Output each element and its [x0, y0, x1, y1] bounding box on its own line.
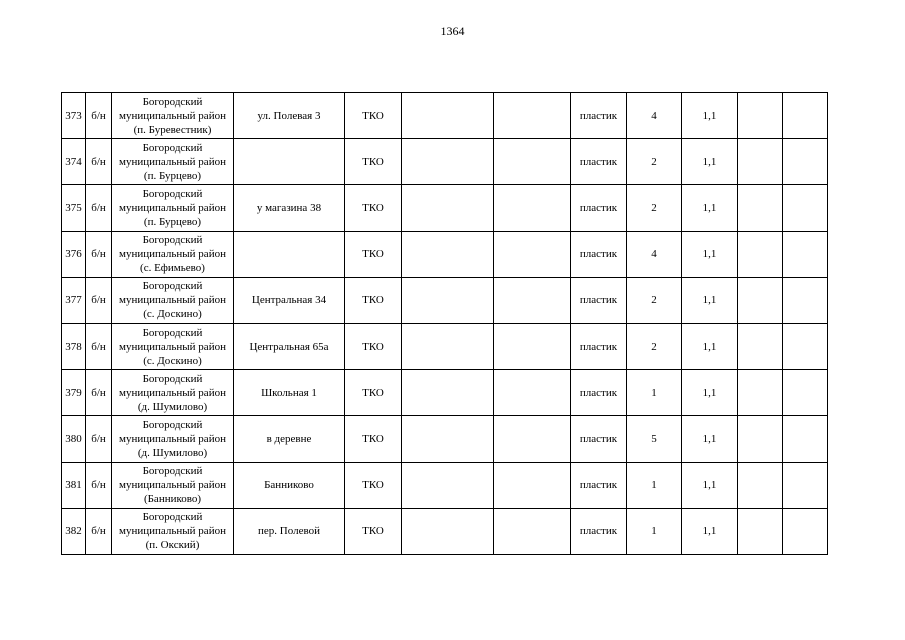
registration-cell: б/н — [86, 93, 112, 139]
container-count-cell: 4 — [627, 93, 682, 139]
waste-type-cell: ТКО — [345, 416, 402, 462]
district-line: муниципальный район — [119, 432, 226, 445]
container-volume-cell: 1,1 — [682, 277, 738, 323]
empty-cell — [494, 370, 571, 416]
waste-type-cell: ТКО — [345, 139, 402, 185]
container-count-cell: 5 — [627, 416, 682, 462]
district-line: Богородский — [142, 511, 203, 524]
empty-cell — [783, 93, 828, 139]
material-cell: пластик — [571, 323, 627, 369]
empty-cell — [494, 462, 571, 508]
empty-cell — [738, 93, 783, 139]
empty-cell — [738, 416, 783, 462]
waste-type-cell: ТКО — [345, 231, 402, 277]
empty-cell — [494, 231, 571, 277]
material-cell: пластик — [571, 93, 627, 139]
district-line: (д. Шумилово) — [137, 400, 208, 413]
district-cell — [112, 462, 234, 508]
address-cell: ул. Полевая 3 — [234, 93, 345, 139]
empty-cell — [783, 462, 828, 508]
empty-cell — [783, 508, 828, 554]
empty-cell — [738, 231, 783, 277]
material-cell: пластик — [571, 416, 627, 462]
container-count-cell: 2 — [627, 139, 682, 185]
district-line: Богородский — [142, 95, 203, 108]
empty-cell — [402, 508, 494, 554]
container-volume-cell: 1,1 — [682, 462, 738, 508]
empty-cell — [783, 185, 828, 231]
container-count-cell: 1 — [627, 508, 682, 554]
table-row — [62, 323, 828, 369]
address-cell: Центральная 65а — [234, 323, 345, 369]
row-number-cell: 375 — [62, 185, 86, 231]
empty-cell — [494, 139, 571, 185]
container-count-cell: 4 — [627, 231, 682, 277]
district-line: муниципальный район — [119, 294, 226, 307]
container-count-cell: 1 — [627, 370, 682, 416]
table-row — [62, 462, 828, 508]
container-count-cell: 2 — [627, 185, 682, 231]
registration-cell: б/н — [86, 323, 112, 369]
district-cell — [112, 416, 234, 462]
page-number: 1364 — [440, 24, 465, 38]
table-row — [62, 508, 828, 554]
row-number-cell: 374 — [62, 139, 86, 185]
container-volume-cell: 1,1 — [682, 370, 738, 416]
material-cell: пластик — [571, 370, 627, 416]
district-cell — [112, 185, 234, 231]
address-cell — [234, 231, 345, 277]
table-row — [62, 139, 828, 185]
empty-cell — [783, 416, 828, 462]
district-line: Богородский — [142, 234, 203, 247]
empty-cell — [402, 277, 494, 323]
district-line: Богородский — [142, 280, 203, 293]
empty-cell — [494, 416, 571, 462]
container-count-cell: 1 — [627, 462, 682, 508]
table-body — [62, 93, 828, 555]
empty-cell — [738, 462, 783, 508]
empty-cell — [738, 323, 783, 369]
container-volume-cell: 1,1 — [682, 508, 738, 554]
table-row — [62, 277, 828, 323]
waste-container-table — [61, 92, 828, 555]
address-cell — [234, 139, 345, 185]
material-cell: пластик — [571, 462, 627, 508]
empty-cell — [738, 185, 783, 231]
empty-cell — [402, 462, 494, 508]
table-row — [62, 93, 828, 139]
material-cell: пластик — [571, 277, 627, 323]
container-count-cell: 2 — [627, 277, 682, 323]
row-number-cell: 381 — [62, 462, 86, 508]
district-line: Богородский — [142, 326, 203, 339]
container-volume-cell: 1,1 — [682, 323, 738, 369]
district-cell — [112, 93, 234, 139]
registration-cell: б/н — [86, 416, 112, 462]
row-number-cell: 376 — [62, 231, 86, 277]
address-cell: Школьная 1 — [234, 370, 345, 416]
address-cell: пер. Полевой — [234, 508, 345, 554]
empty-cell — [402, 185, 494, 231]
address-cell: Центральная 34 — [234, 277, 345, 323]
address-cell: в деревне — [234, 416, 345, 462]
district-line: (с. Доскино) — [143, 354, 202, 367]
district-cell — [112, 370, 234, 416]
district-line: (Банниково) — [143, 493, 202, 506]
material-cell: пластик — [571, 185, 627, 231]
empty-cell — [783, 370, 828, 416]
district-line: (п. Бурцево) — [143, 215, 202, 228]
district-cell — [112, 508, 234, 554]
table-row — [62, 370, 828, 416]
material-cell: пластик — [571, 231, 627, 277]
container-volume-cell: 1,1 — [682, 416, 738, 462]
container-volume-cell: 1,1 — [682, 231, 738, 277]
row-number-cell: 382 — [62, 508, 86, 554]
district-cell — [112, 277, 234, 323]
district-line: муниципальный район — [119, 340, 226, 353]
row-number-cell: 373 — [62, 93, 86, 139]
material-cell: пластик — [571, 508, 627, 554]
container-volume-cell: 1,1 — [682, 185, 738, 231]
empty-cell — [402, 370, 494, 416]
registration-cell: б/н — [86, 231, 112, 277]
district-line: (с. Доскино) — [143, 308, 202, 321]
empty-cell — [402, 231, 494, 277]
material-cell: пластик — [571, 139, 627, 185]
registration-cell: б/н — [86, 370, 112, 416]
district-line: муниципальный район — [119, 109, 226, 122]
waste-type-cell: ТКО — [345, 508, 402, 554]
district-cell — [112, 231, 234, 277]
empty-cell — [783, 277, 828, 323]
empty-cell — [783, 231, 828, 277]
district-line: (п. Буревестник) — [133, 123, 212, 136]
row-number-cell: 377 — [62, 277, 86, 323]
container-volume-cell: 1,1 — [682, 139, 738, 185]
empty-cell — [738, 139, 783, 185]
district-line: муниципальный район — [119, 386, 226, 399]
district-line: (с. Ефимьево) — [140, 262, 205, 275]
address-cell: у магазина 38 — [234, 185, 345, 231]
table-row — [62, 185, 828, 231]
district-line: муниципальный район — [119, 201, 226, 214]
empty-cell — [402, 139, 494, 185]
district-line: Богородский — [142, 418, 203, 431]
empty-cell — [402, 323, 494, 369]
district-line: Богородский — [142, 372, 203, 385]
empty-cell — [783, 139, 828, 185]
row-number-cell: 379 — [62, 370, 86, 416]
empty-cell — [494, 93, 571, 139]
waste-type-cell: ТКО — [345, 185, 402, 231]
empty-cell — [494, 323, 571, 369]
address-cell: Банниково — [234, 462, 345, 508]
waste-type-cell: ТКО — [345, 93, 402, 139]
district-line: Богородский — [142, 187, 203, 200]
row-number-cell: 378 — [62, 323, 86, 369]
empty-cell — [494, 277, 571, 323]
table-row — [62, 416, 828, 462]
empty-cell — [738, 370, 783, 416]
waste-type-cell: ТКО — [345, 370, 402, 416]
district-line: муниципальный район — [119, 248, 226, 261]
registration-cell: б/н — [86, 277, 112, 323]
waste-type-cell: ТКО — [345, 277, 402, 323]
container-volume-cell: 1,1 — [682, 93, 738, 139]
empty-cell — [494, 508, 571, 554]
empty-cell — [738, 277, 783, 323]
district-line: муниципальный район — [119, 525, 226, 538]
registration-cell: б/н — [86, 185, 112, 231]
row-number-cell: 380 — [62, 416, 86, 462]
registration-cell: б/н — [86, 462, 112, 508]
empty-cell — [783, 323, 828, 369]
district-cell — [112, 323, 234, 369]
container-count-cell: 2 — [627, 323, 682, 369]
registration-cell: б/н — [86, 139, 112, 185]
district-cell — [112, 139, 234, 185]
waste-type-cell: ТКО — [345, 323, 402, 369]
empty-cell — [402, 416, 494, 462]
district-line: муниципальный район — [119, 155, 226, 168]
district-line: Богородский — [142, 465, 203, 478]
table-row — [62, 231, 828, 277]
district-line: (д. Шумилово) — [137, 446, 208, 459]
empty-cell — [402, 93, 494, 139]
waste-type-cell: ТКО — [345, 462, 402, 508]
empty-cell — [738, 508, 783, 554]
district-line: (п. Бурцево) — [143, 169, 202, 182]
district-line: муниципальный район — [119, 479, 226, 492]
district-line: Богородский — [142, 141, 203, 154]
empty-cell — [494, 185, 571, 231]
registration-cell: б/н — [86, 508, 112, 554]
district-line: (п. Окский) — [145, 539, 200, 552]
